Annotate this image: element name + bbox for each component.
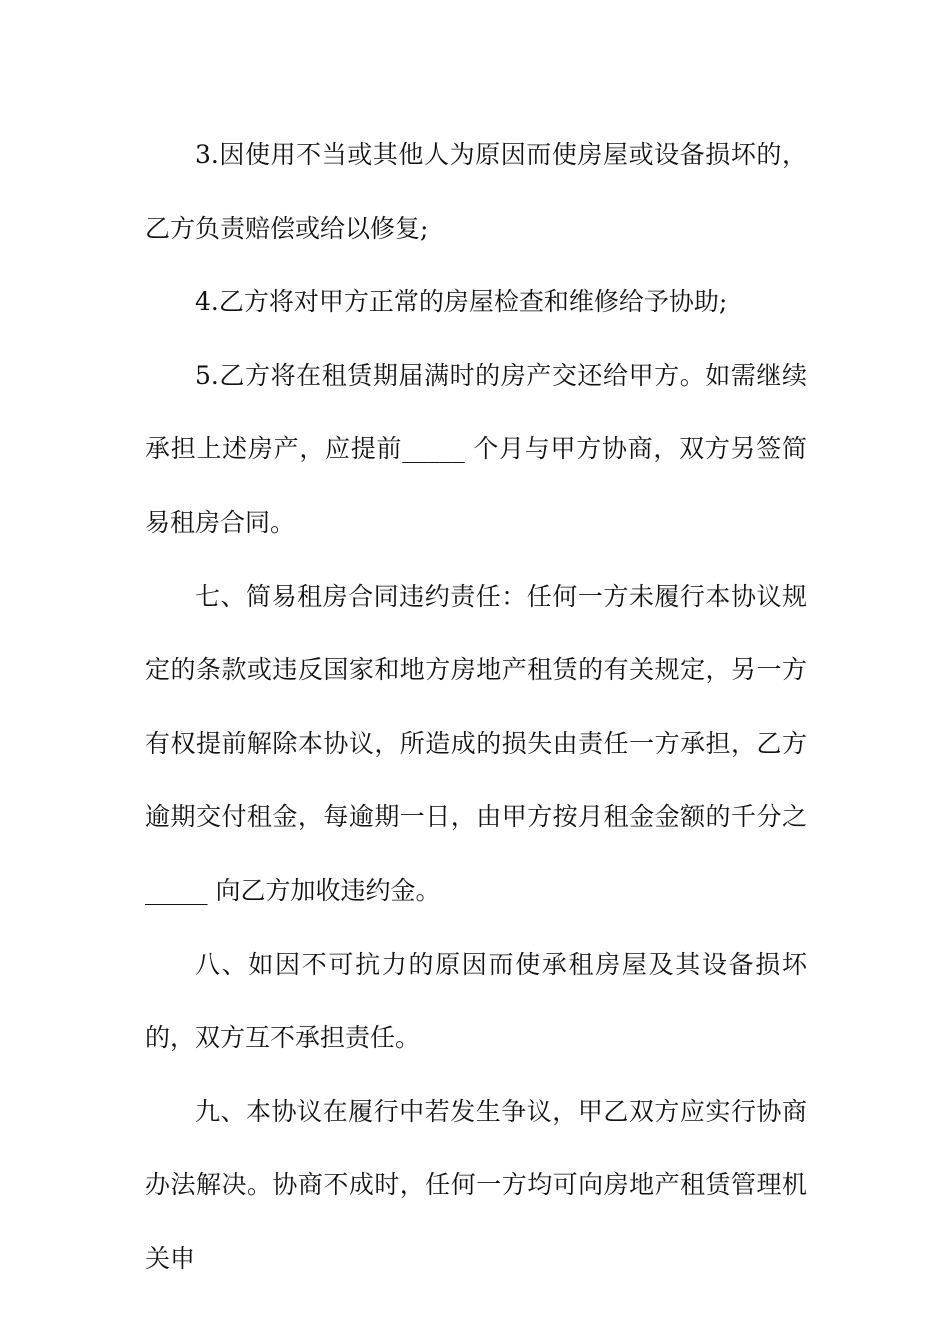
paragraph-section-9-disputes: 九、本协议在履行中若发生争议，甲乙双方应实行协商办法解决。协商不成时，任何一方均可向房地产租赁管理机关申: [145, 1096, 807, 1273]
paragraph-clause-3: 3.因使用不当或其他人为原因而使房屋或设备损坏的，乙方负责赔偿或给以修复;: [145, 140, 807, 243]
document-body: [145, 118, 807, 1296]
paragraph-section-7-breach: 七、简易租房合同违约责任：任何一方未履行本协议规定的条款或违反国家和地方房地产租赁的有关规定，另一方有权提前解除本协议，所造成的损失由责任一方承担，乙方逾期交付租金，每逾期一日，由甲方按月租金金额的千分之_____ 向乙方加收违约金。: [145, 581, 807, 905]
paragraph-section-8-force-majeure: 八、如因不可抗力的原因而使承租房屋及其设备损坏的，双方互不承担责任。: [145, 949, 807, 1053]
paragraph-clause-4: 4.乙方将对甲方正常的房屋检查和维修给予协助;: [195, 287, 728, 317]
paragraph-clause-5: 5.乙方将在租赁期届满时的房产交还给甲方。如需继续承担上述房产，应提前_____ 个月与甲方协商，双方另签简易租房合同。: [145, 360, 807, 537]
